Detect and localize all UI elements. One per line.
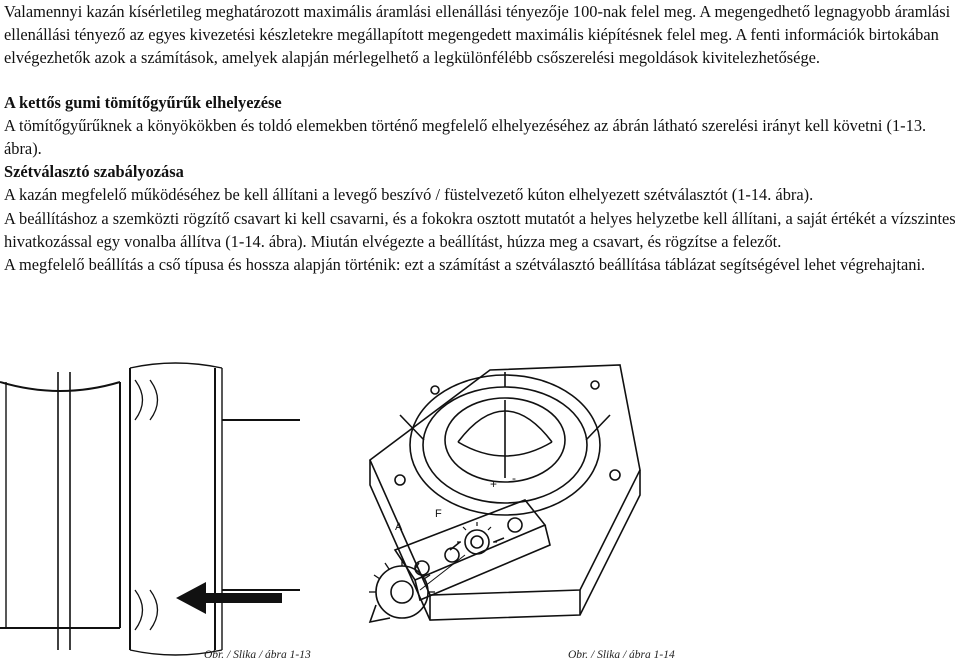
seal-ring-heading: A kettős gumi tömítőgyűrűk elhelyezése <box>4 92 282 112</box>
mark-f: F <box>435 508 442 520</box>
figure-13-caption: Obr. / Slika / ábra 1-13 <box>204 649 311 661</box>
mark-a: A <box>395 521 403 533</box>
mark-plus: + <box>490 477 498 491</box>
document-text <box>4 0 958 276</box>
seal-ring-paragraph: A tömítőgyűrűknek a könyökökben és toldó elemekben történő megfelelő elhelyezéséhez az ábrán látható szerelési irányt kell követni (1-13. ábra). <box>4 115 927 159</box>
pipe-seal-figure <box>0 360 311 662</box>
splitter-paragraph: A kazán megfelelő működéséhez be kell állítani a levegő beszívó / füstelvezető kúton elhelyezett szétválasztót (1-14. ábra). <box>4 185 814 205</box>
mark-minus: - <box>512 471 516 485</box>
figure-14-caption: Obr. / Slika / ábra 1-14 <box>568 649 675 661</box>
splitter-figure <box>340 360 960 662</box>
splitter-heading: Szétválasztó szabályozása <box>4 162 184 182</box>
calculation-paragraph: A megfelelő beállítás a cső típusa és hossza alapján történik: ezt a számítást a szétválasztó beállítása táblázat segítségével lehet végrehajtani. <box>4 255 926 275</box>
adjustment-paragraph: A beállításhoz a szemközti rögzítő csavart ki kell csavarni, és a fokokra osztott mutatót a helyes helyzetbe kell állítani, a saját értékét a vízszintes hivatkozással egy vonalba állítva (1-14. ábra). Miután elvégezte a beállítást, húzza meg a csavart, és rögzítse a felezőt. <box>4 208 956 251</box>
intro-paragraph: Valamennyi kazán kísérletileg meghatározott maximális áramlási ellenállási tényezője 100-nak felel meg. A megengedhető legnagyobb áramlási ellenállási tényező az egyes kivezetési készletekre megállapított megengedett maximális kiépítésnek felel meg. A fenti információk birtokában elvégezhetők azok a számítások, amelyek alapján mérlegelhető a legkülönfélébb csőszerelési megoldások kivitelezhetősége. <box>4 2 951 68</box>
